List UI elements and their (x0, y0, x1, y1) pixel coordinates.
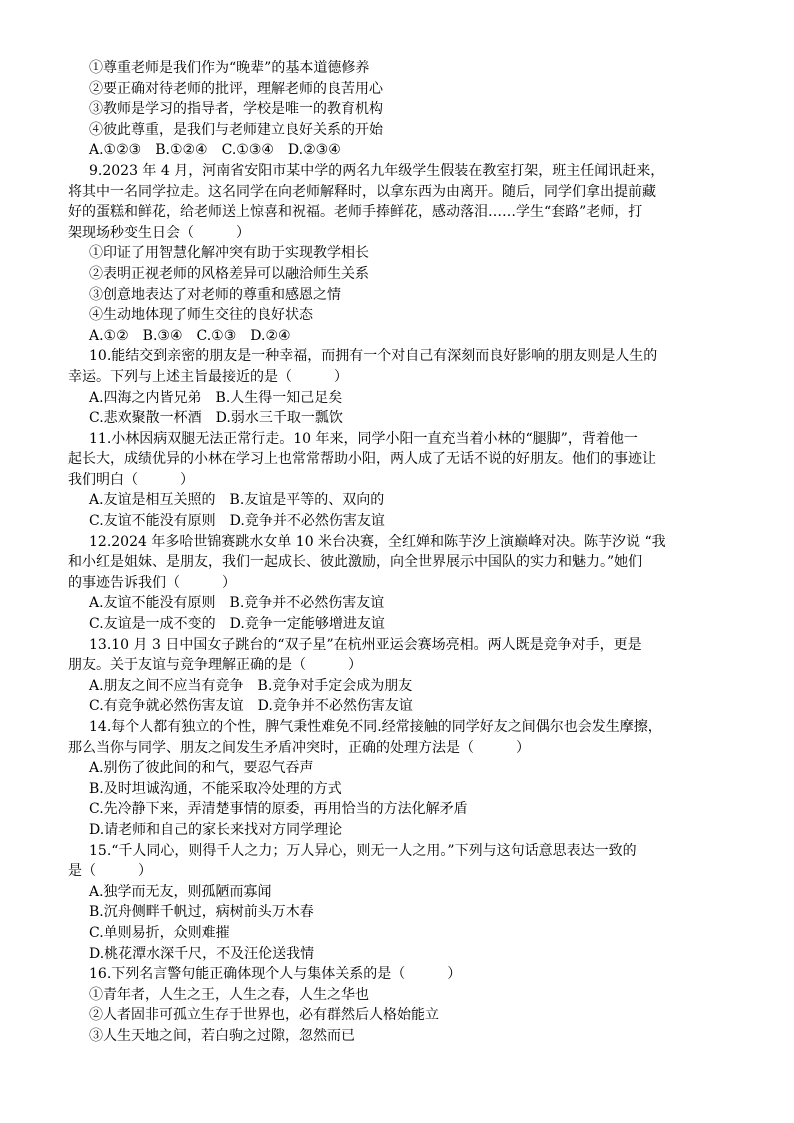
option-line: B.沉舟侧畔千帆过，病树前头万木春 (89, 904, 314, 921)
question-continuation-line: 是（ ） (68, 863, 152, 880)
option-line: ③创意地表达了对老师的尊重和感恩之情 (89, 286, 341, 303)
question-continuation-line: 那么当你与同学、朋友之间发生矛盾冲突时，正确的处理方法是（ ） (68, 739, 530, 756)
option-line: A.别伤了彼此间的和气，要忍气吞声 (89, 760, 314, 777)
question-continuation-line: 起长大，成绩优异的小林在学习上也常常帮助小阳，两人成了无话不说的好朋友。他们的事迹让 (68, 451, 656, 468)
question-line: 15.“千人同心，则得千人之力；万人异心，则无一人之用。”下列与这句话意思表达一致的 (89, 842, 637, 859)
question-continuation-line: 朋友。关于友谊与竞争理解正确的是（ ） (68, 657, 362, 674)
question-line: 16.下列名言警句能正确体现个人与集体关系的是（ ） (89, 966, 462, 983)
option-line: C.悲欢聚散一杯酒 D.弱水三千取一瓢饮 (89, 410, 343, 427)
option-line: ②人者固非可孤立生存于世界也，必有群然后人格始能立 (89, 1007, 439, 1024)
option-line: C.有竞争就必然伤害友谊 D.竞争并不必然伤害友谊 (89, 698, 413, 715)
option-line: D.请老师和自己的家长来找对方同学理论 (89, 821, 343, 838)
option-line: A.①② B.③④ C.①③ D.②④ (89, 327, 291, 344)
option-line: B.及时坦诚沟通，不能采取冷处理的方式 (89, 780, 342, 797)
question-continuation-line: 好的蛋糕和鲜花，给老师送上惊喜和祝福。老师手捧鲜花，感动落泪……学生“套路”老师，打 (68, 204, 643, 221)
option-line: C.友谊不能没有原则 D.竞争并不必然伤害友谊 (89, 513, 385, 530)
question-line: 12.2024 年多哈世锦赛跳水女单 10 米台决赛，全红婵和陈芋汐上演巅峰对决。陈芋汐说 “我 (89, 533, 666, 550)
option-line: ①印证了用智慧化解冲突有助于实现教学相长 (89, 245, 369, 262)
option-line: C.友谊是一成不变的 D.竞争一定能够增进友谊 (89, 616, 385, 633)
question-line: 14.每个人都有独立的个性，脾气秉性难免不同.经常接触的同学好友之间偶尔也会发生摩擦， (89, 719, 662, 735)
question-line: 9.2023 年 4 月，河南省安阳市某中学的两名九年级学生假装在教室打架，班主任闻讯赶来， (89, 162, 665, 179)
question-continuation-line: 我们明白（ ） (68, 471, 194, 488)
option-line: C.先冷静下来，弄清楚事情的原委，再用恰当的方法化解矛盾 (89, 801, 468, 818)
option-line: ③人生天地之间，若白驹之过隙，忽然而已 (89, 1027, 355, 1044)
question-continuation-line: 将其中一名同学拉走。这名同学在向老师解释时，以拿东西为由离开。随后，同学们拿出提前藏 (68, 183, 656, 200)
question-continuation-line: 架现场秒变生日会（ ） (68, 224, 250, 241)
option-line: ②要正确对待老师的批评，理解老师的良苦用心 (89, 80, 383, 97)
option-line: A.独学而无友，则孤陋而寡闻 (89, 883, 272, 900)
question-continuation-line: 幸运。下列与上述主旨最接近的是（ ） (68, 368, 348, 385)
option-line: A.友谊是相互关照的 B.友谊是平等的、双向的 (89, 492, 385, 509)
option-line: ③教师是学习的指导者，学校是唯一的教育机构 (89, 101, 383, 118)
question-line: 10.能结交到亲密的朋友是一种幸福，而拥有一个对自己有深刻而良好影响的朋友则是人生的 (89, 348, 658, 365)
option-line: D.桃花潭水深千尺，不及汪伦送我情 (89, 945, 315, 962)
question-continuation-line: 的事迹告诉我们（ ） (68, 574, 236, 591)
option-line: A.四海之内皆兄弟 B.人生得一知己足矣 (89, 389, 343, 406)
option-line: ①青年者，人生之王，人生之春，人生之华也 (89, 986, 369, 1003)
question-continuation-line: 和小红是姐妹、是朋友，我们一起成长、彼此激励，向全世界展示中国队的实力和魅力。”她们 (68, 554, 643, 571)
option-line: ④生动地体现了师生交往的良好状态 (89, 307, 313, 324)
option-line: C.单则易折，众则难摧 (89, 924, 230, 941)
option-line: A.朋友之间不应当有竞争 B.竞争对手定会成为朋友 (89, 677, 413, 694)
option-line: ①尊重老师是我们作为“晚辈”的基本道德修养 (89, 60, 370, 76)
question-line: 11.小林因病双腿无法正常行走。10 年来，同学小阳一直充当着小林的“腿脚”，背着他一 (89, 430, 638, 447)
question-line: 13.10 月 3 日中国女子跳台的“双子星”在杭州亚运会赛场亮相。两人既是竞争对手，更是 (89, 636, 642, 653)
option-line: ②表明正视老师的风格差异可以融洽师生关系 (89, 265, 369, 282)
option-line: ④彼此尊重，是我们与老师建立良好关系的开始 (89, 121, 383, 138)
option-line: A.①②③ B.①②④ C.①③④ D.②③④ (89, 142, 341, 159)
option-line: A.友谊不能没有原则 B.竞争并不必然伤害友谊 (89, 595, 385, 612)
